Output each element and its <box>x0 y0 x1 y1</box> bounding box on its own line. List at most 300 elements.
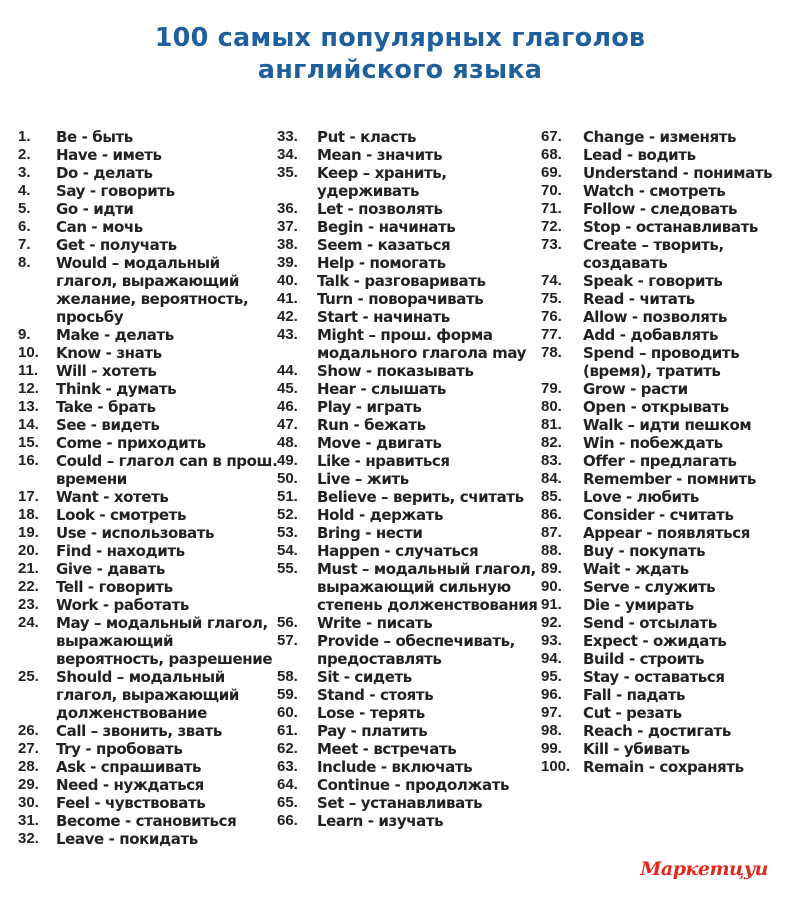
list-item <box>541 380 791 398</box>
item-number: 28. <box>18 758 39 775</box>
list-item <box>18 380 280 398</box>
item-number: 82. <box>541 434 562 451</box>
item-number: 40. <box>277 272 298 289</box>
list-item <box>277 164 539 200</box>
verb-entry: Start - начинать <box>317 308 450 326</box>
verb-entry: Use - использовать <box>56 524 215 542</box>
list-item <box>18 434 280 452</box>
verb-entry: Stay - оставаться <box>583 668 725 686</box>
verb-entry: Remain - сохранять <box>583 758 744 776</box>
verb-entry: Watch - смотреть <box>583 182 726 200</box>
list-item <box>277 146 539 164</box>
verb-entry: Show - показывать <box>317 362 474 380</box>
verb-entry: May – модальный глагол, выражающий вероятность, разрешение <box>56 614 273 668</box>
list-item <box>277 218 539 236</box>
list-item <box>541 578 791 596</box>
verb-entry: Grow - расти <box>583 380 688 398</box>
verb-entry: See - видеть <box>56 416 160 434</box>
list-item <box>18 758 280 776</box>
item-number: 56. <box>277 614 298 631</box>
verb-entry: Help - помогать <box>317 254 446 272</box>
item-number: 94. <box>541 650 562 667</box>
item-number: 14. <box>18 416 39 433</box>
verb-entry: Move - двигать <box>317 434 442 452</box>
item-number: 87. <box>541 524 562 541</box>
item-number: 51. <box>277 488 298 505</box>
verb-entry: Will - хотеть <box>56 362 157 380</box>
list-item <box>541 614 791 632</box>
list-item <box>277 560 539 614</box>
verb-entry: Say - говорить <box>56 182 175 200</box>
item-number: 31. <box>18 812 39 829</box>
item-number: 81. <box>541 416 562 433</box>
item-number: 92. <box>541 614 562 631</box>
verb-entry: Seem - казаться <box>317 236 451 254</box>
list-item <box>277 416 539 434</box>
list-item <box>541 146 791 164</box>
item-number: 99. <box>541 740 562 757</box>
list-item <box>277 434 539 452</box>
verb-entry: Could – глагол can в прош. времени <box>56 452 278 488</box>
item-number: 54. <box>277 542 298 559</box>
list-item <box>18 146 280 164</box>
list-item <box>277 272 539 290</box>
verb-entry: Learn - изучать <box>317 812 444 830</box>
verb-entry: Happen - случаться <box>317 542 479 560</box>
list-item <box>18 794 280 812</box>
list-item <box>18 560 280 578</box>
item-number: 10. <box>18 344 39 361</box>
verb-entry: Begin - начинать <box>317 218 456 236</box>
list-item <box>541 632 791 650</box>
item-number: 86. <box>541 506 562 523</box>
verb-column-1 <box>18 128 280 848</box>
verb-entry: Fall - падать <box>583 686 686 704</box>
item-number: 23. <box>18 596 39 613</box>
title-line-2: английского языка <box>257 55 543 85</box>
item-number: 75. <box>541 290 562 307</box>
list-item <box>18 506 280 524</box>
list-item <box>541 542 791 560</box>
verb-entry: Win - побеждать <box>583 434 723 452</box>
item-number: 30. <box>18 794 39 811</box>
item-number: 72. <box>541 218 562 235</box>
verb-entry: Mean - значить <box>317 146 443 164</box>
list-item <box>277 290 539 308</box>
list-item <box>18 542 280 560</box>
item-number: 45. <box>277 380 298 397</box>
item-number: 53. <box>277 524 298 541</box>
item-number: 52. <box>277 506 298 523</box>
item-number: 89. <box>541 560 562 577</box>
item-number: 32. <box>18 830 39 847</box>
list-item <box>277 254 539 272</box>
list-item <box>277 704 539 722</box>
item-number: 7. <box>18 236 31 253</box>
list-item <box>277 812 539 830</box>
item-number: 19. <box>18 524 39 541</box>
item-number: 83. <box>541 452 562 469</box>
item-number: 18. <box>18 506 39 523</box>
verb-entry: Lead - водить <box>583 146 696 164</box>
list-item <box>541 344 791 380</box>
verb-entry: Know - знать <box>56 344 162 362</box>
list-item <box>541 416 791 434</box>
list-item <box>277 470 539 488</box>
item-number: 21. <box>18 560 39 577</box>
item-number: 44. <box>277 362 298 379</box>
list-item <box>277 488 539 506</box>
verb-entry: Speak - говорить <box>583 272 723 290</box>
item-number: 46. <box>277 398 298 415</box>
item-number: 71. <box>541 200 562 217</box>
verb-entry: Change - изменять <box>583 128 737 146</box>
verb-entry: Appear - появляться <box>583 524 750 542</box>
verb-entry: Reach - достигать <box>583 722 731 740</box>
list-item <box>277 308 539 326</box>
item-number: 59. <box>277 686 298 703</box>
item-number: 33. <box>277 128 298 145</box>
verb-entry: Give - давать <box>56 560 165 578</box>
list-item <box>18 128 280 146</box>
verb-entry: Allow - позволять <box>583 308 727 326</box>
list-item <box>541 182 791 200</box>
verb-entry: Go - идти <box>56 200 134 218</box>
verb-entry: Open - открывать <box>583 398 729 416</box>
verb-entry: Provide – обеспечивать, предоставлять <box>317 632 515 668</box>
list-item <box>18 182 280 200</box>
item-number: 69. <box>541 164 562 181</box>
list-item <box>18 812 280 830</box>
item-number: 42. <box>277 308 298 325</box>
list-item <box>541 290 791 308</box>
verb-entry: Add - добавлять <box>583 326 719 344</box>
verb-entry: Buy - покупать <box>583 542 706 560</box>
verb-entry: Ask - спрашивать <box>56 758 202 776</box>
verb-entry: Consider - считать <box>583 506 734 524</box>
page-title <box>0 22 800 86</box>
item-number: 78. <box>541 344 562 361</box>
list-item <box>18 830 280 848</box>
list-item <box>541 434 791 452</box>
item-number: 43. <box>277 326 298 343</box>
verb-entry: Have - иметь <box>56 146 162 164</box>
item-number: 55. <box>277 560 298 577</box>
verb-entry: Tell - говорить <box>56 578 173 596</box>
verb-entry: Set – устанавливать <box>317 794 483 812</box>
list-item <box>541 308 791 326</box>
list-item <box>18 164 280 182</box>
verb-entry: Come - приходить <box>56 434 206 452</box>
item-number: 97. <box>541 704 562 721</box>
list-item <box>18 740 280 758</box>
verb-entry: Spend – проводить (время), тратить <box>583 344 740 380</box>
verb-entry: Build - строить <box>583 650 705 668</box>
list-item <box>18 452 280 488</box>
verb-entry: Can - мочь <box>56 218 143 236</box>
item-number: 48. <box>277 434 298 451</box>
verb-entry: Call – звонить, звать <box>56 722 222 740</box>
item-number: 5. <box>18 200 31 217</box>
list-item <box>541 596 791 614</box>
item-number: 60. <box>277 704 298 721</box>
verb-entry: Bring - нести <box>317 524 423 542</box>
verb-entry: Find - находить <box>56 542 185 560</box>
verb-entry: Might – прош. форма модального глагола may <box>317 326 526 362</box>
list-item <box>277 200 539 218</box>
verb-entry: Look - смотреть <box>56 506 187 524</box>
list-item <box>541 740 791 758</box>
list-item <box>277 362 539 380</box>
item-number: 1. <box>18 128 31 145</box>
item-number: 2. <box>18 146 31 163</box>
item-number: 27. <box>18 740 39 757</box>
verb-entry: Remember - помнить <box>583 470 756 488</box>
list-item <box>18 416 280 434</box>
list-item <box>541 452 791 470</box>
item-number: 64. <box>277 776 298 793</box>
list-item <box>18 578 280 596</box>
list-item <box>541 650 791 668</box>
list-item <box>18 722 280 740</box>
item-number: 49. <box>277 452 298 469</box>
verb-entry: Be - быть <box>56 128 133 146</box>
list-item <box>277 614 539 632</box>
verb-entry: Create – творить, создавать <box>583 236 724 272</box>
list-item <box>18 596 280 614</box>
verb-entry: Make - делать <box>56 326 174 344</box>
verb-entry: Should – модальный глагол, выражающий долженствование <box>56 668 239 722</box>
list-item <box>541 398 791 416</box>
item-number: 80. <box>541 398 562 415</box>
list-item <box>277 740 539 758</box>
list-item <box>541 200 791 218</box>
verb-entry: Hold - держать <box>317 506 444 524</box>
verb-entry: Stop - останавливать <box>583 218 758 236</box>
item-number: 9. <box>18 326 31 343</box>
list-item <box>541 524 791 542</box>
verb-entry: Write - писать <box>317 614 433 632</box>
verb-entry: Let - позволять <box>317 200 443 218</box>
verb-entry: Follow - следовать <box>583 200 738 218</box>
item-number: 35. <box>277 164 298 181</box>
verb-entry: Hear - слышать <box>317 380 446 398</box>
verb-entry: Pay - платить <box>317 722 428 740</box>
item-number: 90. <box>541 578 562 595</box>
item-number: 79. <box>541 380 562 397</box>
verb-entry: Feel - чувствовать <box>56 794 206 812</box>
item-number: 12. <box>18 380 39 397</box>
verb-entry: Take - брать <box>56 398 156 416</box>
item-number: 76. <box>541 308 562 325</box>
verb-entry: Die - умирать <box>583 596 694 614</box>
item-number: 16. <box>18 452 39 469</box>
item-number: 74. <box>541 272 562 289</box>
verb-entry: Must – модальный глагол, выражающий сильную степень долженствования <box>317 560 538 614</box>
item-number: 77. <box>541 326 562 343</box>
item-number: 98. <box>541 722 562 739</box>
list-item <box>277 380 539 398</box>
list-item <box>541 488 791 506</box>
item-number: 17. <box>18 488 39 505</box>
verb-entry: Do - делать <box>56 164 153 182</box>
verb-entry: Offer - предлагать <box>583 452 737 470</box>
list-item <box>277 524 539 542</box>
list-item <box>541 326 791 344</box>
verb-entry: Play - играть <box>317 398 422 416</box>
item-number: 4. <box>18 182 31 199</box>
item-number: 3. <box>18 164 31 181</box>
list-item <box>277 686 539 704</box>
verb-entry: Stand - стоять <box>317 686 434 704</box>
verb-entry: Turn - поворачивать <box>317 290 484 308</box>
list-item <box>277 758 539 776</box>
verb-column-2 <box>277 128 539 830</box>
item-number: 38. <box>277 236 298 253</box>
list-item <box>277 722 539 740</box>
item-number: 29. <box>18 776 39 793</box>
verb-entry: Meet - встречать <box>317 740 457 758</box>
list-item <box>18 362 280 380</box>
verb-entry: Try - пробовать <box>56 740 183 758</box>
verb-entry: Lose - терять <box>317 704 425 722</box>
verb-entry: Love - любить <box>583 488 700 506</box>
list-item <box>541 218 791 236</box>
item-number: 36. <box>277 200 298 217</box>
item-number: 70. <box>541 182 562 199</box>
verb-entry: Want - хотеть <box>56 488 169 506</box>
verb-entry: Serve - служить <box>583 578 716 596</box>
verb-entry: Put - класть <box>317 128 417 146</box>
verb-entry: Talk - разговаривать <box>317 272 486 290</box>
item-number: 39. <box>277 254 298 271</box>
item-number: 93. <box>541 632 562 649</box>
list-item <box>541 272 791 290</box>
title-line-1: 100 самых популярных глаголов <box>154 23 646 53</box>
verb-entry: Would – модальный глагол, выражающий желание, вероятность, просьбу <box>56 254 249 326</box>
item-number: 25. <box>18 668 39 685</box>
list-item <box>541 128 791 146</box>
item-number: 95. <box>541 668 562 685</box>
verb-entry: Cut - резать <box>583 704 682 722</box>
item-number: 68. <box>541 146 562 163</box>
list-item <box>277 668 539 686</box>
list-item <box>18 326 280 344</box>
item-number: 47. <box>277 416 298 433</box>
verb-entry: Leave - покидать <box>56 830 198 848</box>
item-number: 41. <box>277 290 298 307</box>
item-number: 66. <box>277 812 298 829</box>
item-number: 62. <box>277 740 298 757</box>
verb-entry: Walk – идти пешком <box>583 416 752 434</box>
verb-entry: Include - включать <box>317 758 473 776</box>
item-number: 57. <box>277 632 298 649</box>
item-number: 85. <box>541 488 562 505</box>
verb-entry: Become - становиться <box>56 812 237 830</box>
list-item <box>18 254 280 326</box>
item-number: 67. <box>541 128 562 145</box>
item-number: 63. <box>277 758 298 775</box>
verb-entry: Think - думать <box>56 380 177 398</box>
list-item <box>18 344 280 362</box>
item-number: 84. <box>541 470 562 487</box>
list-item <box>277 776 539 794</box>
list-item <box>541 722 791 740</box>
list-item <box>541 560 791 578</box>
verb-entry: Like - нравиться <box>317 452 450 470</box>
item-number: 73. <box>541 236 562 253</box>
item-number: 15. <box>18 434 39 451</box>
verb-entry: Wait - ждать <box>583 560 689 578</box>
verb-entry: Work - работать <box>56 596 189 614</box>
verb-entry: Read - читать <box>583 290 695 308</box>
verb-entry: Kill - убивать <box>583 740 690 758</box>
list-item <box>277 128 539 146</box>
list-item <box>277 452 539 470</box>
item-number: 24. <box>18 614 39 631</box>
verb-column-3 <box>541 128 791 776</box>
list-item <box>277 794 539 812</box>
verb-entry: Send - отсылать <box>583 614 717 632</box>
item-number: 26. <box>18 722 39 739</box>
item-number: 65. <box>277 794 298 811</box>
item-number: 37. <box>277 218 298 235</box>
verb-entry: Need - нуждаться <box>56 776 204 794</box>
item-number: 61. <box>277 722 298 739</box>
verb-entry: Continue - продолжать <box>317 776 510 794</box>
list-item <box>541 668 791 686</box>
item-number: 22. <box>18 578 39 595</box>
list-item <box>18 668 280 722</box>
list-item <box>18 236 280 254</box>
verb-entry: Live – жить <box>317 470 409 488</box>
list-item <box>277 236 539 254</box>
item-number: 91. <box>541 596 562 613</box>
item-number: 96. <box>541 686 562 703</box>
item-number: 34. <box>277 146 298 163</box>
list-item <box>541 758 791 776</box>
list-item <box>541 470 791 488</box>
item-number: 6. <box>18 218 31 235</box>
verb-entry: Sit - сидеть <box>317 668 412 686</box>
list-item <box>277 506 539 524</box>
list-item <box>541 164 791 182</box>
item-number: 50. <box>277 470 298 487</box>
list-item <box>18 614 280 668</box>
verb-entry: Get - получать <box>56 236 177 254</box>
list-item <box>541 236 791 272</box>
list-item <box>18 218 280 236</box>
item-number: 58. <box>277 668 298 685</box>
verb-entry: Believe – верить, считать <box>317 488 524 506</box>
list-item <box>18 398 280 416</box>
item-number: 8. <box>18 254 31 271</box>
item-number: 88. <box>541 542 562 559</box>
list-item <box>277 398 539 416</box>
list-item <box>18 488 280 506</box>
verb-entry: Keep – хранить, удерживать <box>317 164 447 200</box>
list-item <box>18 200 280 218</box>
list-item <box>277 326 539 362</box>
list-item <box>18 776 280 794</box>
list-item <box>18 524 280 542</box>
verb-entry: Understand - понимать <box>583 164 773 182</box>
list-item <box>277 632 539 668</box>
item-number: 13. <box>18 398 39 415</box>
item-number: 20. <box>18 542 39 559</box>
verb-entry: Run - бежать <box>317 416 426 434</box>
verb-entry: Expect - ожидать <box>583 632 727 650</box>
